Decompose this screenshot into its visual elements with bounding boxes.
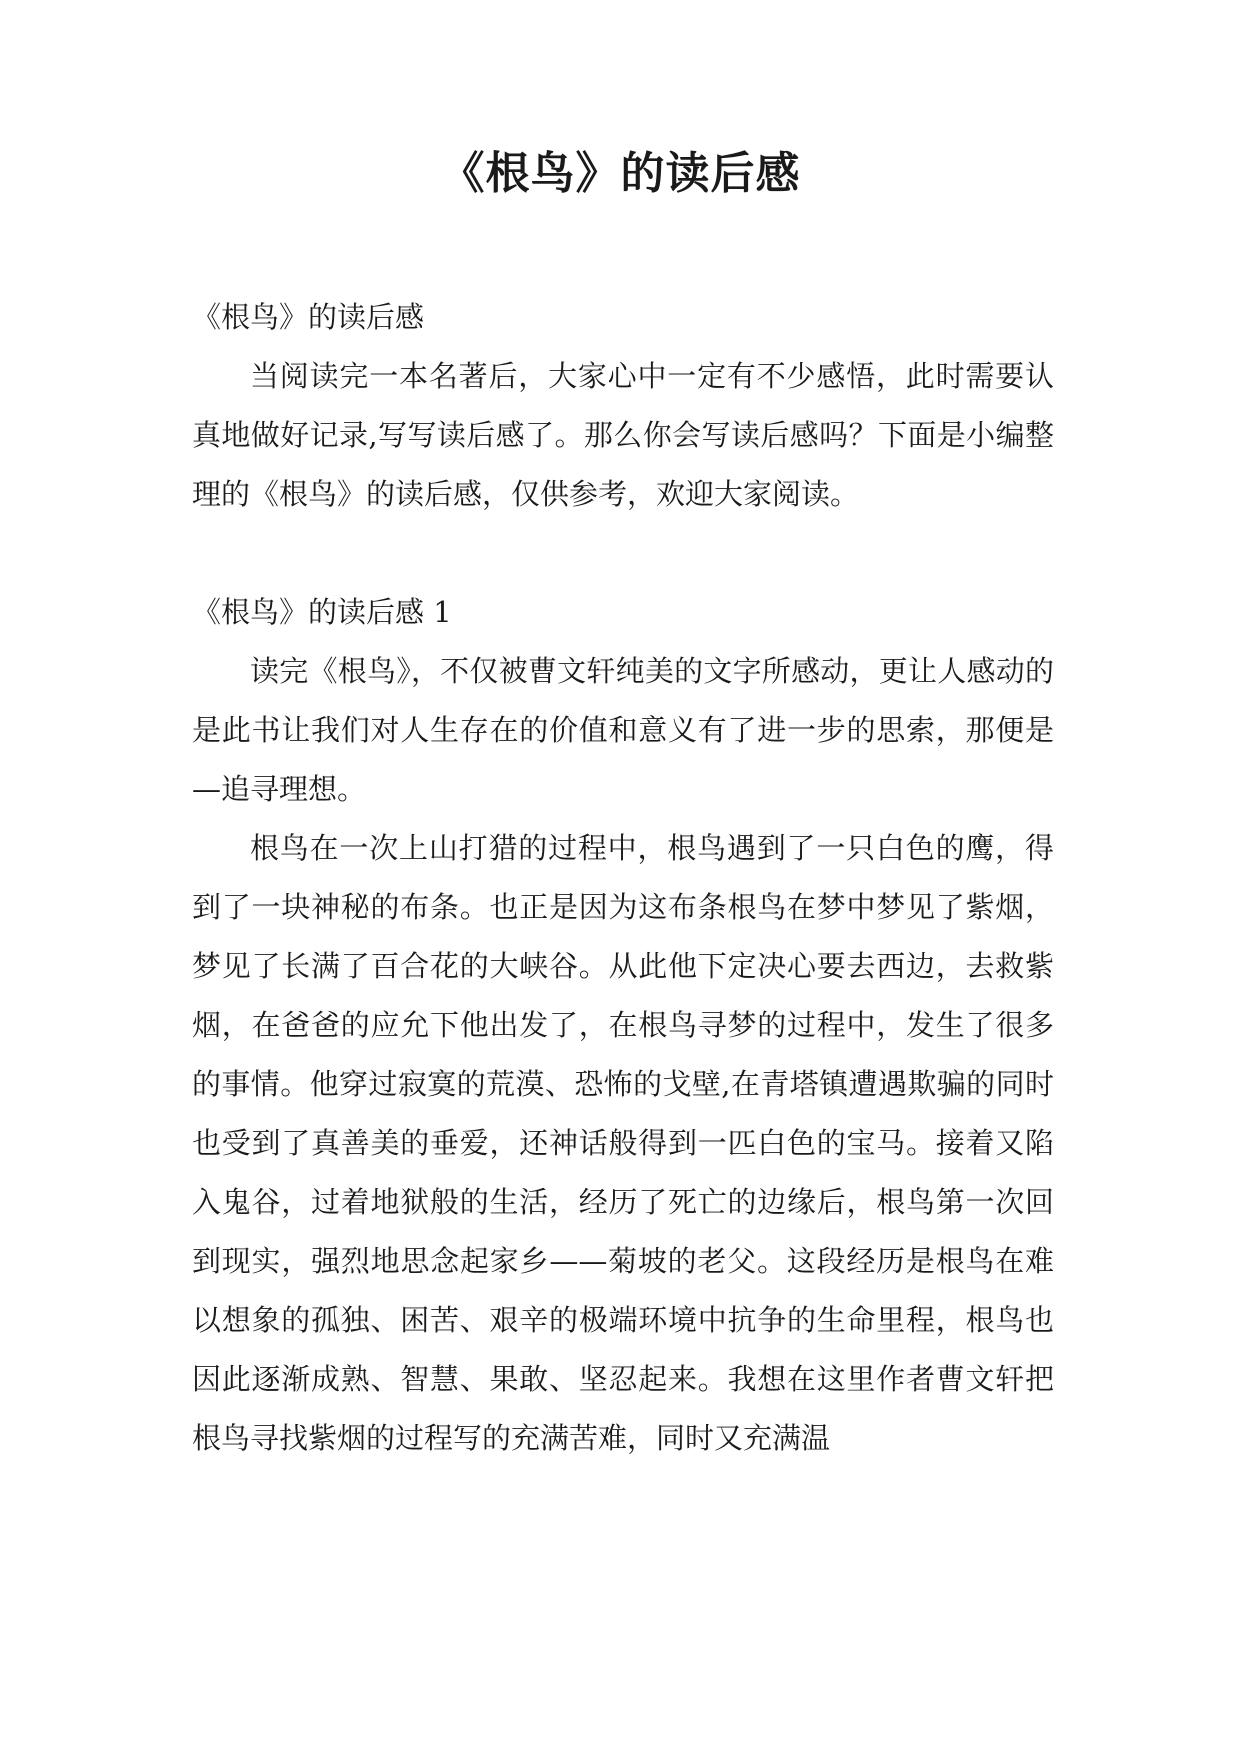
document-title: 《根鸟》的读后感: [440, 148, 801, 199]
section-spacer: [192, 524, 1054, 583]
section-1-paragraph-2: 根鸟在一次上山打猎的过程中，根鸟遇到了一只白色的鹰，得到了一块神秘的布条。也正是因为这布条根鸟在梦中梦见了紫烟，梦见了长满了百合花的大峡谷。从此他下定决心要去西边，去救紫烟，在爸爸的应允下他出发了，在根鸟寻梦的过程中，发生了很多的事情。他穿过寂寞的荒漠、恐怖的戈壁,在青塔镇遭遇欺骗的同时也受到了真善美的垂爱，还神话般得到一匹白色的宝马。接着又陷入鬼谷，过着地狱般的生活，经历了死亡的边缘后，根鸟第一次回到现实，强烈地思念起家乡——菊坡的老父。这段经历是根鸟在难以想象的孤独、困苦、艰辛的极端环境中抗争的生命里程，根鸟也因此逐渐成熟、智慧、果敢、坚忍起来。我想在这里作者曹文轩把根鸟寻找紫烟的过程写的充满苦难，同时又充满温: [192, 831, 1054, 1455]
section-1-heading: 《根鸟》的读后感 1: [192, 595, 452, 629]
section-1-paragraph-1: 读完《根鸟》，不仅被曹文轩纯美的文字所感动，更让人感动的是此书让我们对人生存在的价值和意义有了进一步的思索，那便是—追寻理想。: [192, 654, 1054, 806]
document-body: [192, 288, 1054, 1468]
intro-heading: 《根鸟》的读后感: [192, 300, 425, 334]
intro-paragraph: 当阅读完一本名著后，大家心中一定有不少感悟，此时需要认真地做好记录,写写读后感了。那么你会写读后感吗？下面是小编整理的《根鸟》的读后感，仅供参考，欢迎大家阅读。: [192, 359, 1054, 511]
